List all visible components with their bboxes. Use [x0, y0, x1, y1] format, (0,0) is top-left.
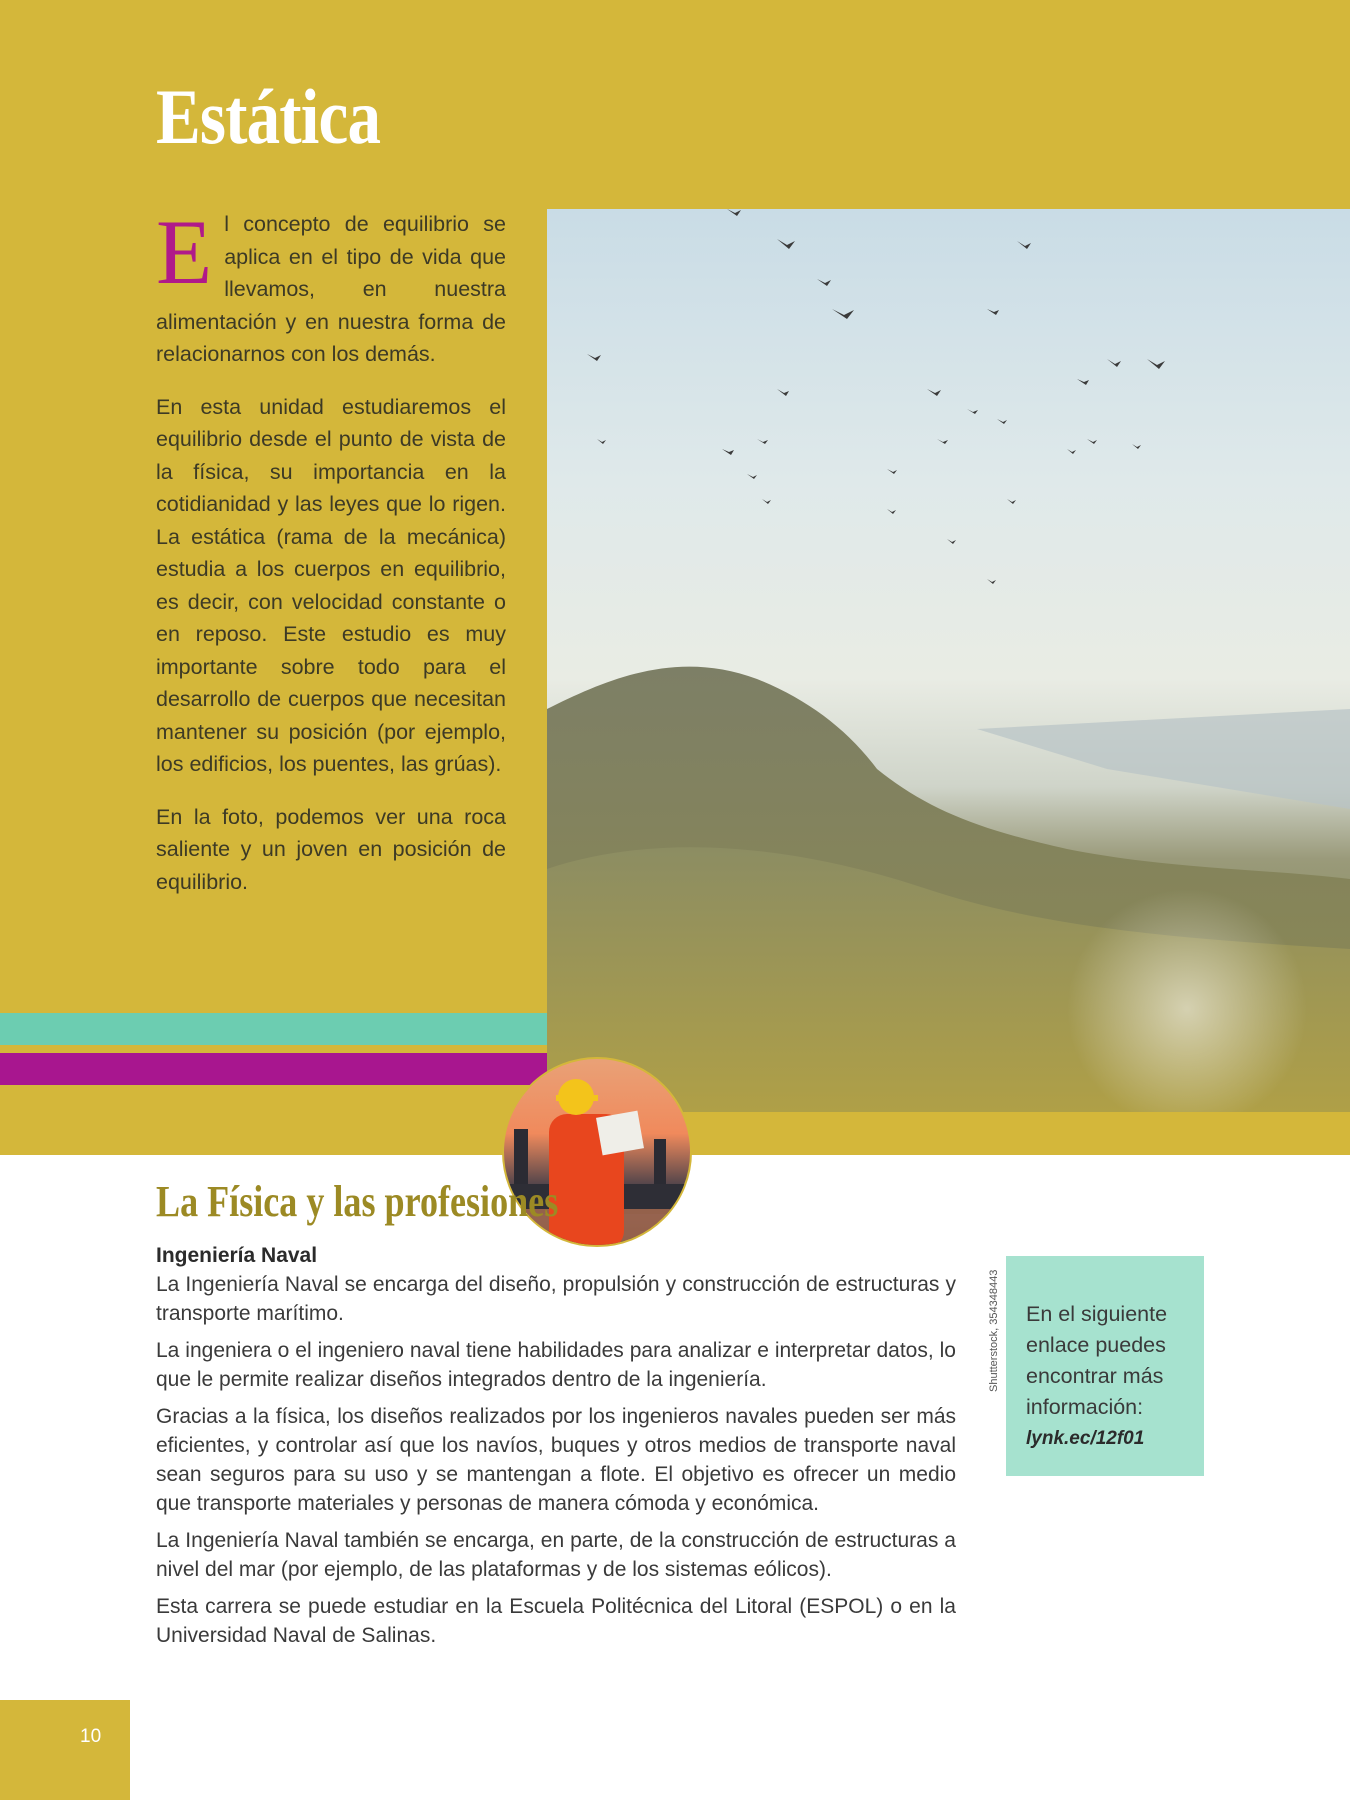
page-title: Estática [156, 73, 381, 160]
info-link[interactable]: lynk.ec/12f01 [1026, 1428, 1145, 1449]
mountain-landscape-illustration [547, 209, 1350, 1112]
drop-cap: E [156, 201, 213, 303]
page-number-tab [0, 1700, 130, 1800]
intro-text [156, 201, 506, 918]
teal-stripe [0, 1013, 547, 1045]
career-paragraph: La Ingeniería Naval se encarga del diseño, propulsión y construcción de estructuras y transporte marítimo. [156, 1273, 956, 1325]
magenta-stripe [0, 1053, 547, 1085]
intro-paragraph-1-text: l concepto de equilibrio se aplica en el tipo de vida que llevamos, en nuestra alimentación y en nuestra forma de relacionarnos con los demás. [156, 212, 506, 366]
intro-paragraph-1 [156, 201, 506, 371]
photo-credit: Shutterstock, 354348443 [988, 1269, 1000, 1392]
intro-paragraph-2: En esta unidad estudiaremos el equilibrio desde el punto de vista de la física, su importancia en la cotidianidad y las leyes que lo rigen. La estática (rama de la mecánica) estudia a los cuerpos en equilibrio, es decir, con velocidad constante o en reposo. Este estudio es muy importante sobre todo para el desarrollo de cuerpos que necesitan mantener su posición (por ejemplo, los edificios, los puentes, las grúas). [156, 394, 506, 776]
career-subtitle: Ingeniería Naval [156, 1244, 318, 1267]
mountain-photo [547, 209, 1350, 1112]
info-box-text: En el siguiente enlace puedes encontrar más información: [1026, 1302, 1168, 1419]
info-box [1006, 1256, 1204, 1476]
career-paragraph: La Ingeniería Naval también se encarga, en parte, de la construcción de estructuras a nivel del mar (por ejemplo, de las plataformas y de los sistemas eólicos). [156, 1529, 956, 1581]
section-title: La Física y las profesiones [156, 1177, 559, 1226]
intro-paragraph-3: En la foto, podemos ver una roca saliente y un joven en posición de equilibrio. [156, 804, 506, 894]
page-number: 10 [80, 1726, 102, 1747]
career-paragraph: La ingeniera o el ingeniero naval tiene habilidades para analizar e interpretar datos, lo que le permite realizar diseños integrados dentro de la ingeniería. [156, 1339, 956, 1391]
career-paragraph: Gracias a la física, los diseños realizados por los ingenieros navales pueden ser más eficientes, y controlar así que los navíos, buques y otros medios de transporte naval sean seguros para su uso y se mantengan a flote. El objetivo es ofrecer un medio que transporte materiales y personas de manera cómoda y económica. [156, 1405, 956, 1515]
career-section [156, 1242, 956, 1658]
career-paragraph: Esta carrera se puede estudiar en la Escuela Politécnica del Litoral (ESPOL) o en la Universidad Naval de Salinas. [156, 1595, 956, 1647]
